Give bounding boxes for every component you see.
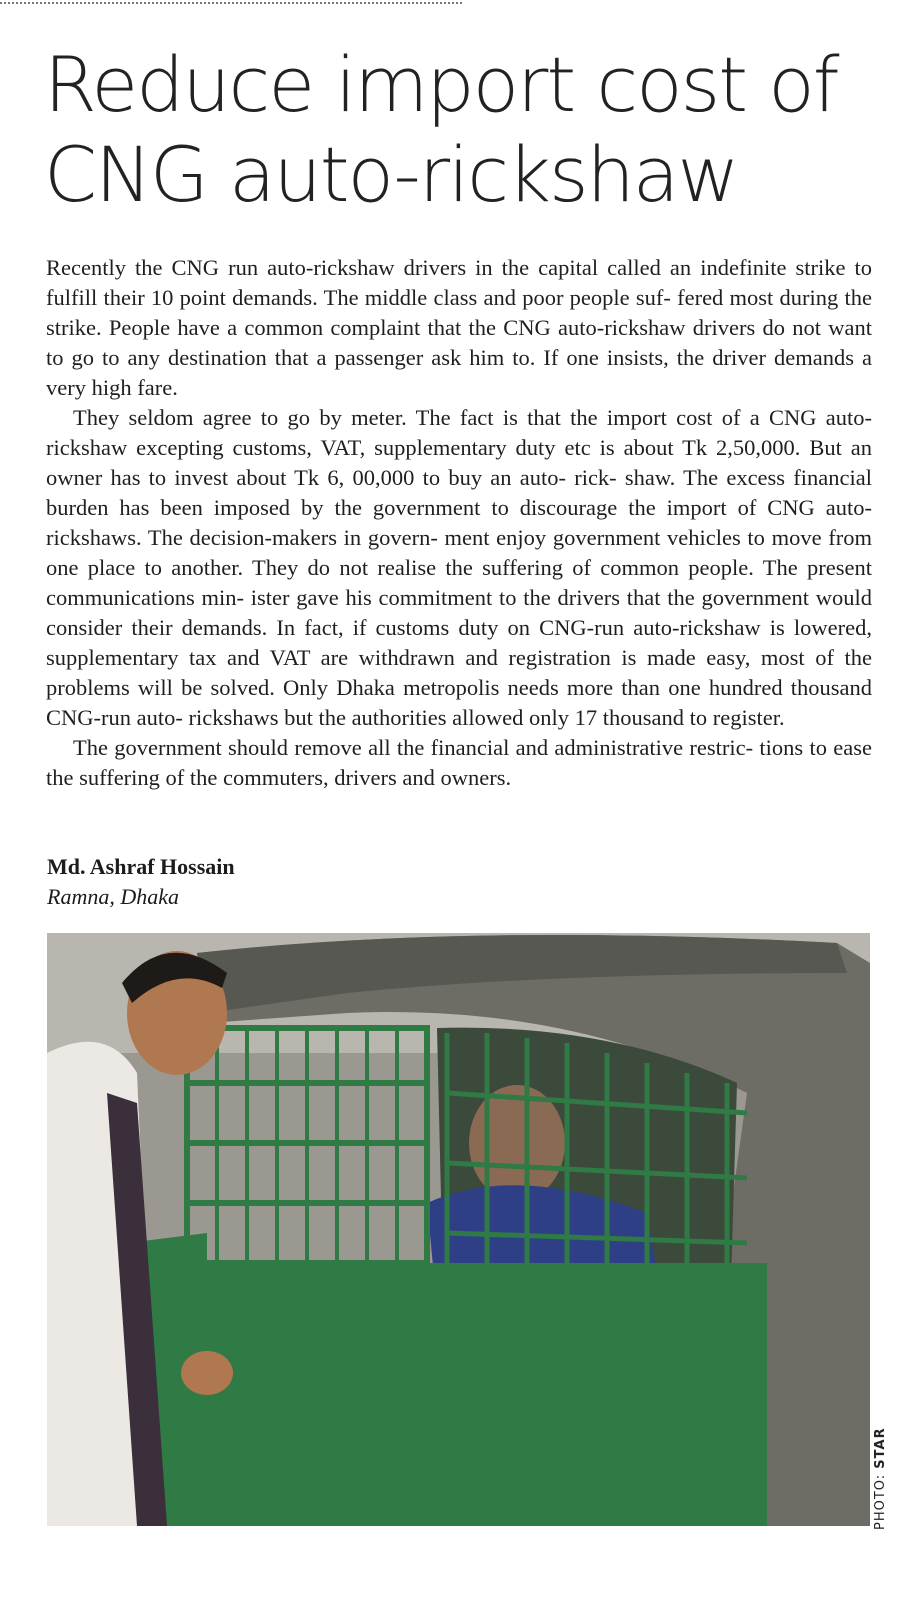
author-location: Ramna, Dhaka	[47, 884, 179, 909]
paragraph-1: Recently the CNG run auto-rickshaw drivers in the capital called an indefinite strike to fulfill their 10 point demands. The middle class and poor people suf- fered most during the strike. People have a common complaint that the CNG auto-rickshaw drivers do not want to go to any destination that a passenger ask him to. If one insists, the driver demands a very high fare.	[46, 255, 872, 400]
photo-credit-source: STAR	[873, 1427, 888, 1469]
paragraph-3: The government should remove all the financial and administrative restric- tions to ease the suffering of the commuters, drivers and owners.	[46, 735, 872, 790]
photo-credit-prefix: PHOTO:	[873, 1468, 888, 1530]
paragraph-2: They seldom agree to go by meter. The fact is that the import cost of a CNG auto-rickshaw excepting customs, VAT, supplementary duty etc is about Tk 2,50,000. But an owner has to invest about Tk 6, 00,000 to buy an auto- rick- shaw. The excess financial burden has been imposed by the government to discourage the import of CNG auto-rickshaws. The decision-makers in govern- ment enjoy government vehicles to move from one place to another. They do not realise the suffering of common people. The present communications min- ister gave his commitment to the drivers that the government would consider their demands. In fact, if customs duty on CNG-run auto-rickshaw is lowered, supplementary tax and VAT are withdrawn and registration is made easy, most of the problems will be solved. Only Dhaka metropolis needs more than one hundred thousand CNG-run auto- rickshaws but the authorities allowed only 17 thousand to register.	[46, 405, 872, 730]
letter-signature	[47, 852, 235, 912]
rickshaw-photo	[47, 933, 870, 1526]
article-body	[46, 253, 872, 793]
headline-line-2: CNG auto-rickshaw	[44, 130, 738, 219]
top-dotted-rule	[0, 2, 462, 4]
rickshaw-photo-illustration	[47, 933, 870, 1526]
photo-credit	[873, 1427, 888, 1530]
headline	[44, 40, 904, 220]
author-name: Md. Ashraf Hossain	[47, 854, 235, 879]
headline-line-1: Reduce import cost of	[44, 40, 838, 129]
